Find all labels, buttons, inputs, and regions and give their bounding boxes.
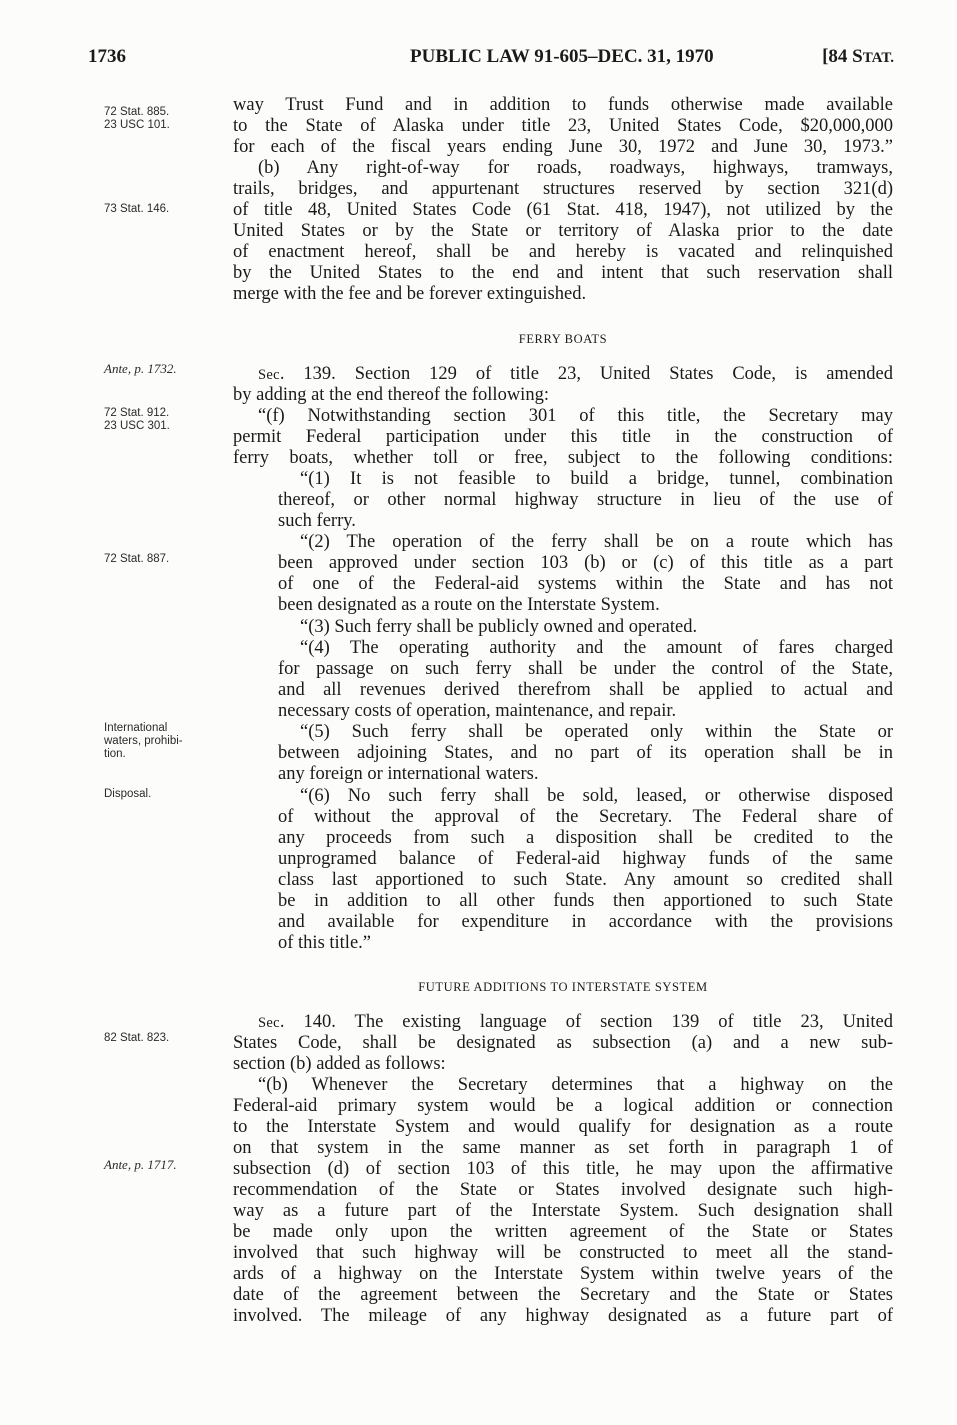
text-line: permit Federal participation under this title in the construction of [233, 427, 893, 447]
text-line: be in addition to all other funds then apportioned to such State [278, 891, 893, 911]
section-139-opening: Sec. 139. Section 129 of title 23, United States Code, is amended [258, 364, 893, 384]
text-line: been designated as a route on the Interstate System. [278, 595, 660, 615]
text-line: States Code, shall be designated as subsection (a) and a new sub- [233, 1033, 893, 1053]
running-title: PUBLIC LAW 91-605–DEC. 31, 1970 [410, 46, 714, 67]
margin-note: Ante, p. 1717. [104, 1157, 177, 1172]
margin-note: Ante, p. 1732. [104, 361, 177, 376]
text-line: between adjoining States, and no part of its operation shall be in [278, 743, 893, 763]
margin-note: 72 Stat. 885. [104, 106, 170, 118]
text-line: section (b) added as follows: [233, 1054, 446, 1074]
text-line: involved that such highway will be constructed to meet all the stand- [233, 1243, 893, 1263]
text-line: on that system in the same manner as set forth in paragraph 1 of [233, 1138, 893, 1158]
margin-note: Disposal. [104, 788, 152, 800]
text-line: subsection (d) of section 103 of this title, he may upon the affirmative [233, 1159, 893, 1179]
text-line: of enactment hereof, shall be and hereby is vacated and relinquished [233, 242, 893, 262]
margin-note: 72 Stat. 912. [104, 407, 170, 419]
text-line: to the State of Alaska under title 23, United States Code, $20,000,000 [233, 116, 893, 136]
text-line: “(5) Such ferry shall be operated only within the State or [300, 722, 893, 742]
text-line: by adding at the end thereof the following: [233, 385, 549, 405]
margin-note: 72 Stat. 887. [104, 553, 170, 565]
text-line: trails, bridges, and appurtenant structures reserved by section 321(d) [233, 179, 893, 199]
text-line: such ferry. [278, 511, 356, 531]
text-line: by the United States to the end and intent that such reservation shall [233, 263, 893, 283]
text-line: unprogramed balance of Federal-aid highway funds of the same [278, 849, 893, 869]
text-line: “(6) No such ferry shall be sold, leased, or otherwise disposed [300, 786, 893, 806]
text-line: date of the agreement between the Secretary and the State or States [233, 1285, 893, 1305]
text-line: way as a future part of the Interstate System. Such designation shall [233, 1201, 893, 1221]
section-140-opening: Sec. 140. The existing language of section 139 of title 23, United [258, 1012, 893, 1032]
margin-note: International [104, 722, 168, 734]
margin-note: 73 Stat. 146. [104, 203, 170, 215]
text-line: any foreign or international waters. [278, 764, 539, 784]
text-line: involved. The mileage of any highway designated as a future part of [233, 1306, 893, 1326]
text-line: necessary costs of operation, maintenance, and repair. [278, 701, 677, 721]
text-line: thereof, or other normal highway structure in lieu of the use of [278, 490, 893, 510]
text-line: of this title.” [278, 933, 371, 953]
text-line: “(2) The operation of the ferry shall be on a route which has [300, 532, 893, 552]
text-line: for passage on such ferry shall be under the control of the State, [278, 659, 893, 679]
margin-note: tion. [104, 748, 126, 760]
text-line: United States or by the State or territory of Alaska prior to the date [233, 221, 893, 241]
text-line: of title 48, United States Code (61 Stat. 418, 1947), not utilized by the [233, 200, 893, 220]
section-heading-ferry-boats: FERRY BOATS [518, 332, 608, 346]
text-line: for each of the fiscal years ending June 30, 1972 and June 30, 1973.” [233, 137, 893, 157]
text-line: be made only upon the written agreement of the State or States [233, 1222, 893, 1242]
text-line: and available for expenditure in accordance with the provisions [278, 912, 893, 932]
text-line: ferry boats, whether toll or free, subject to the following conditions: [233, 448, 893, 468]
text-line: been approved under section 103 (b) or (c) of this title as a part [278, 553, 893, 573]
text-line: of one of the Federal-aid systems within the State and has not [278, 574, 893, 594]
margin-note: waters, prohibi- [104, 735, 183, 747]
text-line: ards of a highway on the Interstate System within twelve years of the [233, 1264, 893, 1284]
margin-note: 23 USC 101. [104, 119, 170, 131]
text-line: any proceeds from such a disposition shall be credited to the [278, 828, 893, 848]
page-number: 1736 [88, 46, 126, 67]
section-heading-future-additions: FUTURE ADDITIONS TO INTERSTATE SYSTEM [418, 980, 708, 994]
text-line: “(1) It is not feasible to build a bridge, tunnel, combination [300, 469, 893, 489]
text-line: to the Interstate System and would qualify for designation as a route [233, 1117, 893, 1137]
text-line: and all revenues derived therefrom shall be applied to actual and [278, 680, 893, 700]
text-line: Federal-aid primary system would be a logical addition or connection [233, 1096, 893, 1116]
margin-note: 82 Stat. 823. [104, 1032, 170, 1044]
text-line: “(3) Such ferry shall be publicly owned and operated. [300, 617, 698, 637]
text-line: (b) Any right-of-way for roads, roadways, highways, tramways, [258, 158, 893, 178]
text-line: of without the approval of the Secretary. The Federal share of [278, 807, 893, 827]
text-line: recommendation of the State or States involved designate such high- [233, 1180, 893, 1200]
text-line: “(f) Notwithstanding section 301 of this title, the Secretary may [258, 406, 893, 426]
text-line: “(4) The operating authority and the amount of fares charged [300, 638, 893, 658]
text-line: “(b) Whenever the Secretary determines that a highway on the [258, 1075, 893, 1095]
text-line: way Trust Fund and in addition to funds otherwise made available [233, 95, 893, 115]
text-line: class last apportioned to such State. Any amount so credited shall [278, 870, 893, 890]
statute-volume: [84 STAT. [822, 46, 894, 67]
text-line: merge with the fee and be forever extinguished. [233, 284, 587, 304]
margin-note: 23 USC 301. [104, 420, 170, 432]
page-header [88, 46, 894, 74]
